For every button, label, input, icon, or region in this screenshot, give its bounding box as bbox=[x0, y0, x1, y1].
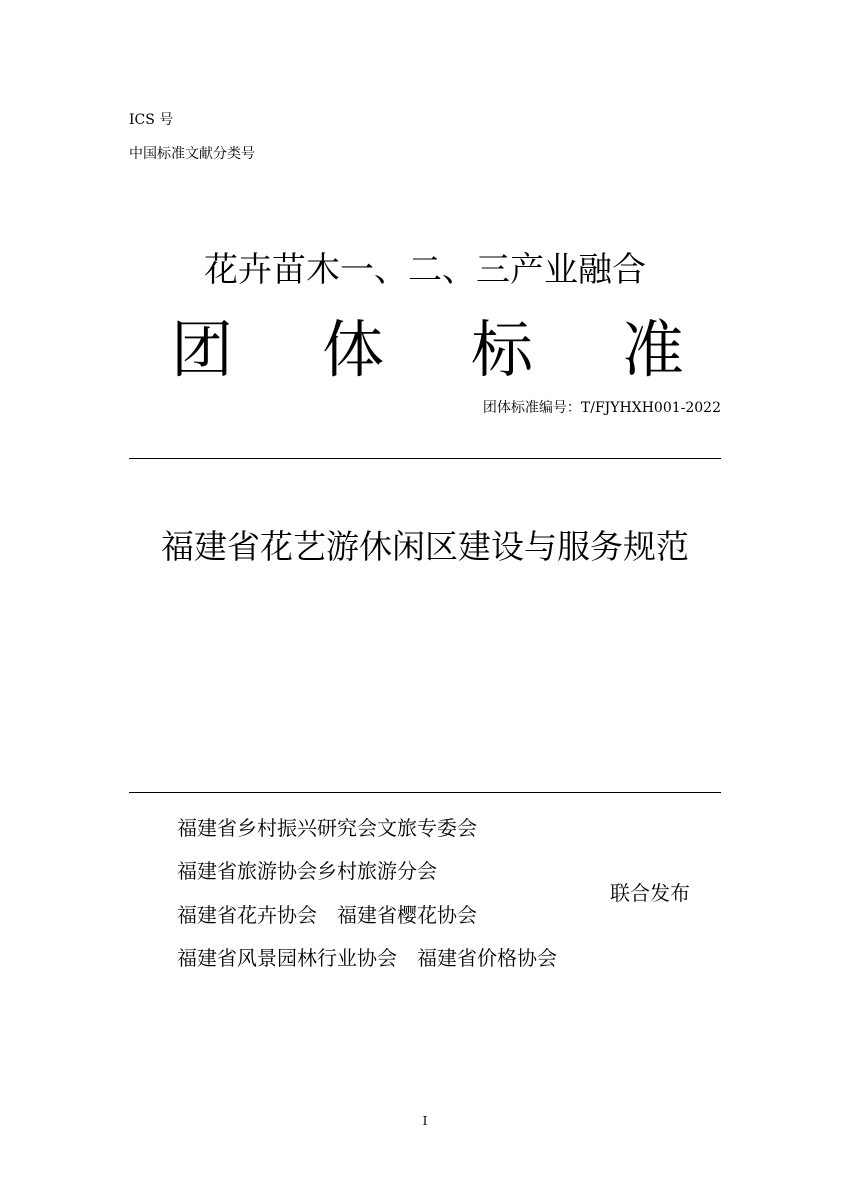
document-title: 福建省花艺游休闲区建设与服务规范 bbox=[161, 527, 689, 566]
joint-release-label: 联合发布 bbox=[610, 881, 690, 905]
publisher-line: 福建省花卉协会 福建省樱花协会 bbox=[177, 903, 477, 927]
standard-type-char-3: 标 bbox=[470, 313, 533, 386]
standard-type-char-2: 体 bbox=[321, 313, 384, 386]
alliance-title: 花卉苗木一、二、三产业融合 bbox=[204, 250, 646, 290]
page-number: I bbox=[422, 1114, 428, 1128]
standard-number: 团体标准编号：T/FJYHXH001-2022 bbox=[482, 400, 721, 416]
top-divider bbox=[129, 458, 721, 459]
standard-type-char-4: 准 bbox=[621, 313, 684, 386]
bottom-divider bbox=[129, 792, 721, 793]
publisher-line: 福建省乡村振兴研究会文旅专委会 bbox=[177, 816, 477, 840]
ics-number: ICS 号 bbox=[129, 112, 174, 128]
standard-type-char-1: 团 bbox=[170, 313, 233, 386]
ccs-classification-number: 中国标准文献分类号 bbox=[129, 146, 255, 162]
publisher-line: 福建省旅游协会乡村旅游分会 bbox=[177, 859, 437, 883]
publisher-line: 福建省风景园林行业协会 福建省价格协会 bbox=[177, 946, 557, 970]
